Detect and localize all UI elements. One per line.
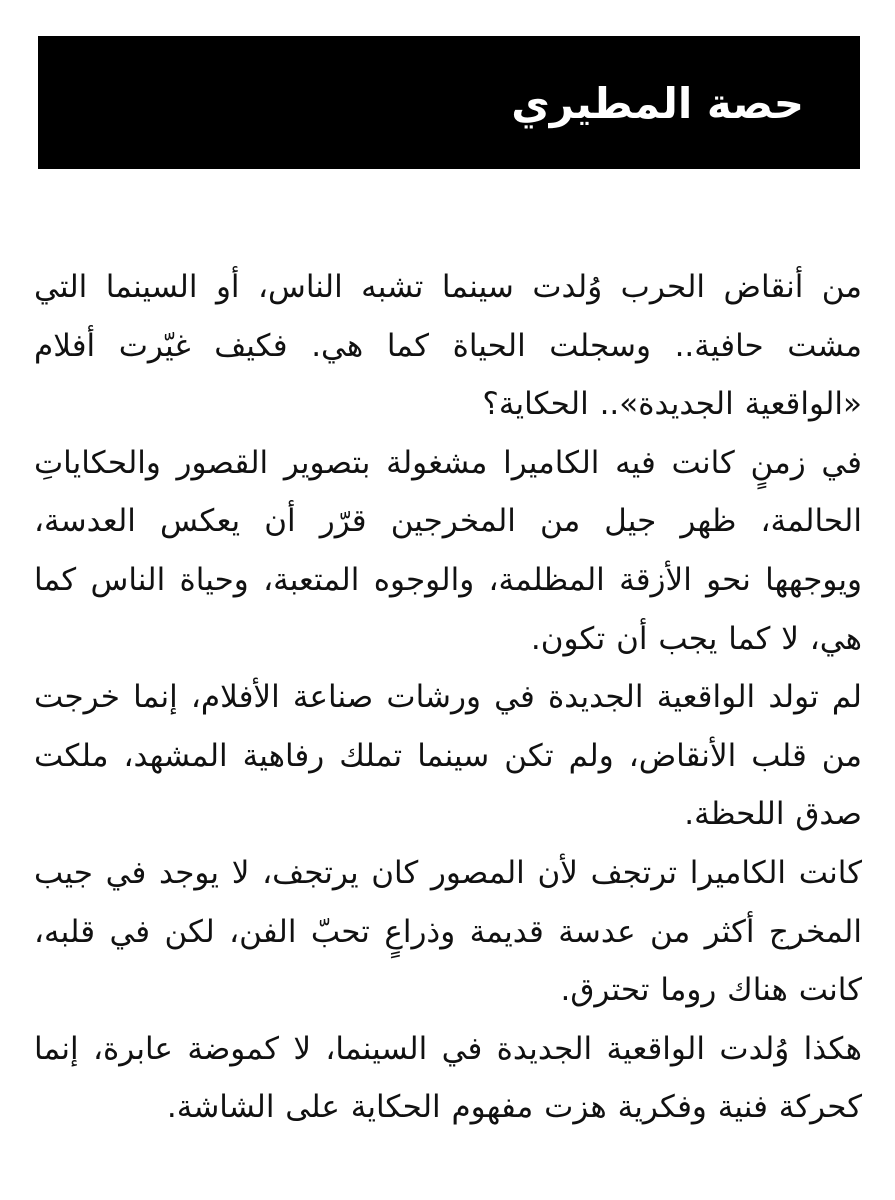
article-paragraph: كانت الكاميرا ترتجف لأن المصور كان يرتجف، لا يوجد في جيب المخرج أكثر من عدسة قديمة وذراعٍ تحبّ الفن، لكن في قلبه، كانت هناك روما تحترق. — [34, 854, 862, 1009]
article-paragraph: هكذا وُلدت الواقعية الجديدة في السينما، لا كموضة عابرة، إنما كحركة فنية وفكرية هزت مفهوم الحكاية على الشاشة. — [34, 1030, 862, 1126]
author-name: حصة المطيري — [511, 78, 804, 128]
author-header-bar — [38, 36, 860, 169]
article-body — [34, 258, 862, 1137]
article-paragraph: لم تولد الواقعية الجديدة في ورشات صناعة الأفلام، إنما خرجت من قلب الأنقاض، ولم تكن سينما تملك رفاهية المشهد، ملكت صدق اللحظة. — [34, 679, 862, 833]
article-paragraph: من أنقاض الحرب وُلدت سينما تشبه الناس، أو السينما التي مشت حافية.. وسجلت الحياة كما هي. فكيف غيّرت أفلام «الواقعية الجديدة».. الحكاية؟ — [34, 269, 862, 423]
article-paragraph: في زمنٍ كانت فيه الكاميرا مشغولة بتصوير القصور والحكاياتِ الحالمة، ظهر جيل من المخرجين قرّر أن يعكس العدسة، ويوجهها نحو الأزقة المظلمة، والوجوه المتعبة، وحياة الناس كما هي، لا كما يجب أن تكون. — [34, 444, 862, 657]
